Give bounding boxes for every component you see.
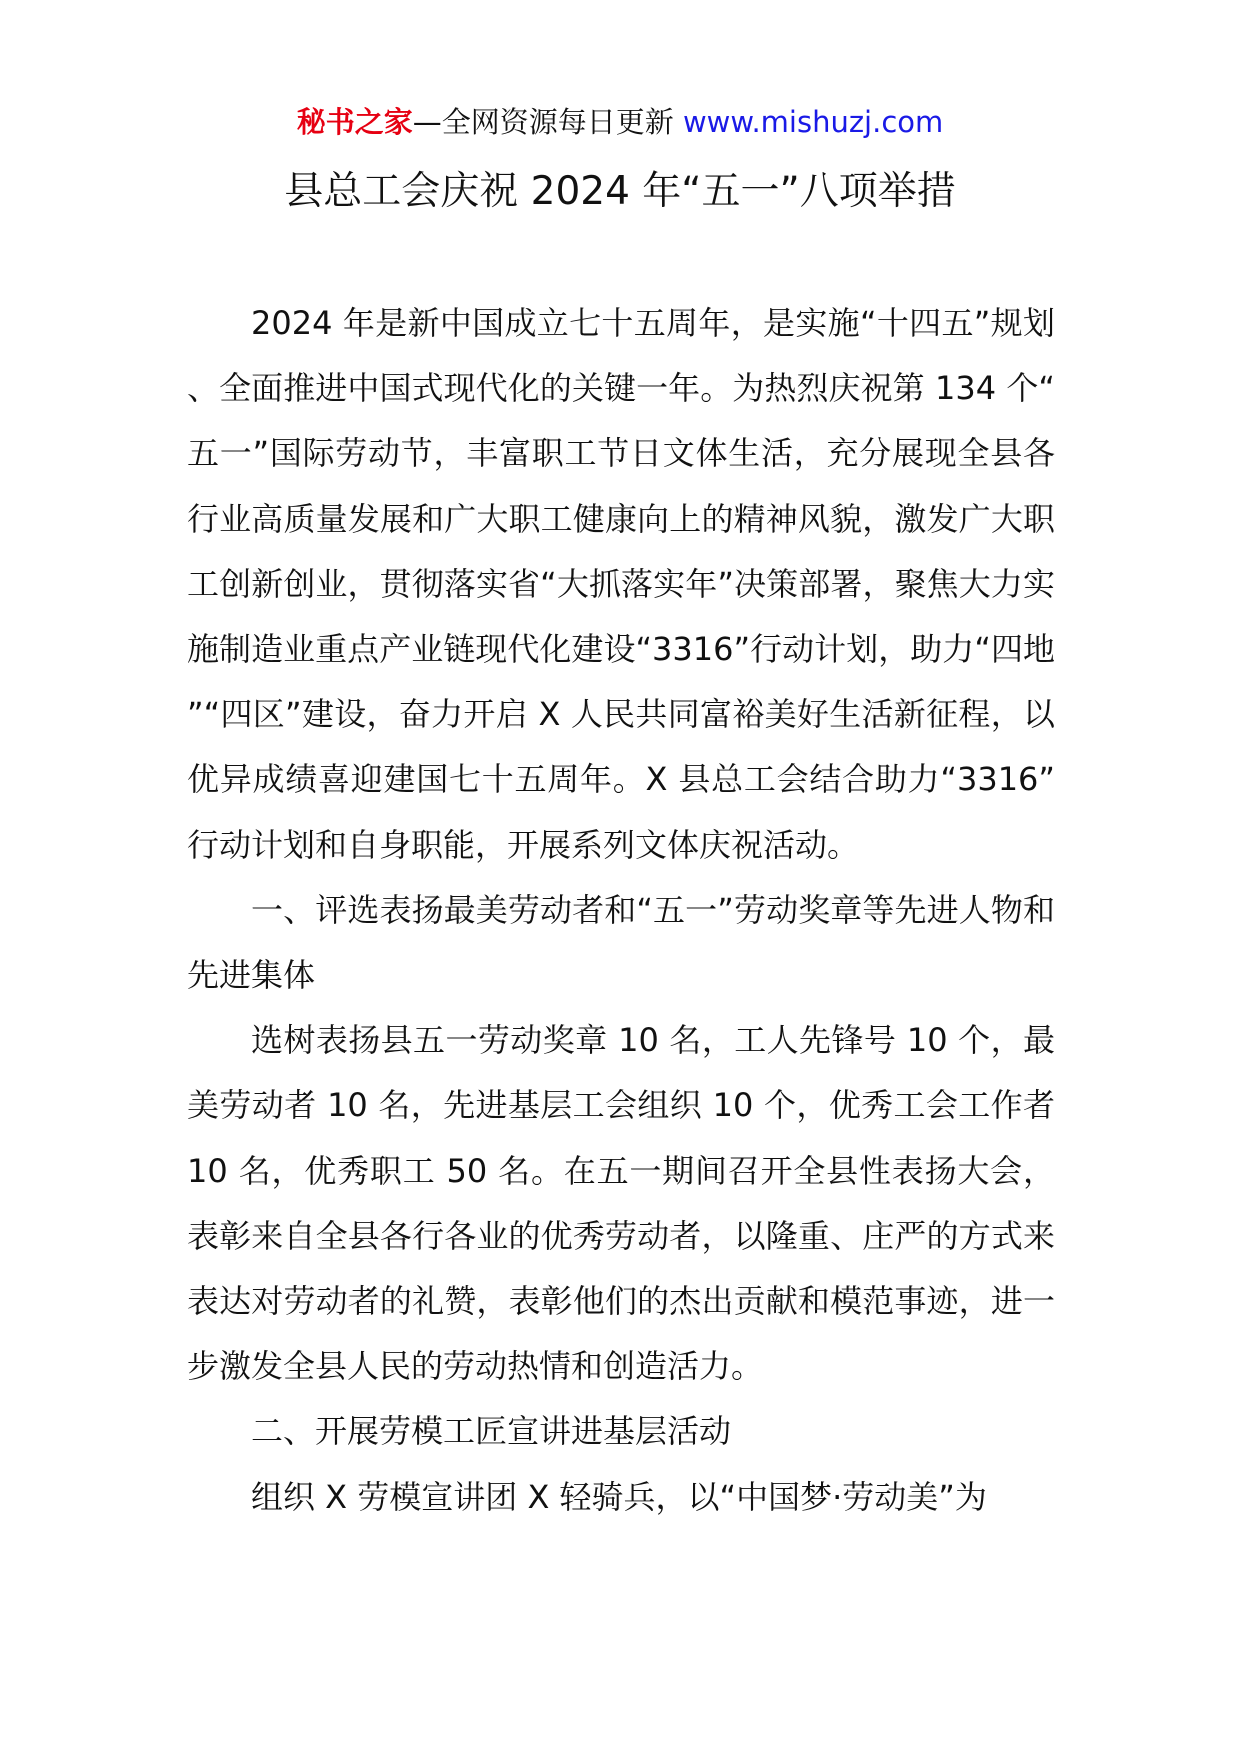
section-heading-2: 二、开展劳模工匠宣讲进基层活动 [251,1412,732,1451]
section-paragraph-2: 组织 X 劳模宣讲团 X 轻骑兵，以“中国梦·劳动美”为 [251,1477,987,1516]
site-header [0,100,1240,144]
document-body [187,291,1055,1530]
section-paragraph-1: 选树表扬县五一劳动奖章 10 名，工人先锋号 10 个，最美劳动者 10 名，先进基层工会组织 10 个，优秀工会工作者 10 名，优秀职工 50 名。在五一期间召开全县性表扬大会，表彰来自全县各行各业的优秀劳动者，以隆重、庄严的方式来表达对劳动者的礼赞，表彰他们的杰出贡献和模范事迹，进一步激发全县人民的劳动热情和创造活力。 [187,1021,1055,1386]
site-tagline: —全网资源每日更新 [412,105,674,139]
site-url[interactable]: www.mishuzj.com [682,105,944,139]
document-title: 县总工会庆祝 2024 年“五一”八项举措 [284,169,956,214]
site-brand: 秘书之家 [296,105,413,139]
section-heading-1: 一、评选表扬最美劳动者和“五一”劳动奖章等先进人物和先进集体 [187,890,1055,995]
intro-paragraph: 2024 年是新中国成立七十五周年，是实施“十四五”规划、全面推进中国式现代化的关键一年。为热烈庆祝第 134 个“五一”国际劳动节，丰富职工节日文体生活，充分展现全县各行业高质量发展和广大职工健康向上的精神风貌，激发广大职工创新创业，贯彻落实省“大抓落实年”决策部署，聚焦大力实施制造业重点产业链现代化建设“3316”行动计划，助力“四地”“四区”建设，奋力开启 X 人民共同富裕美好生活新征程，以优异成绩喜迎建国七十五周年。X 县总工会结合助力“3316”行动计划和自身职能，开展系列文体庆祝活动。 [187,304,1055,864]
